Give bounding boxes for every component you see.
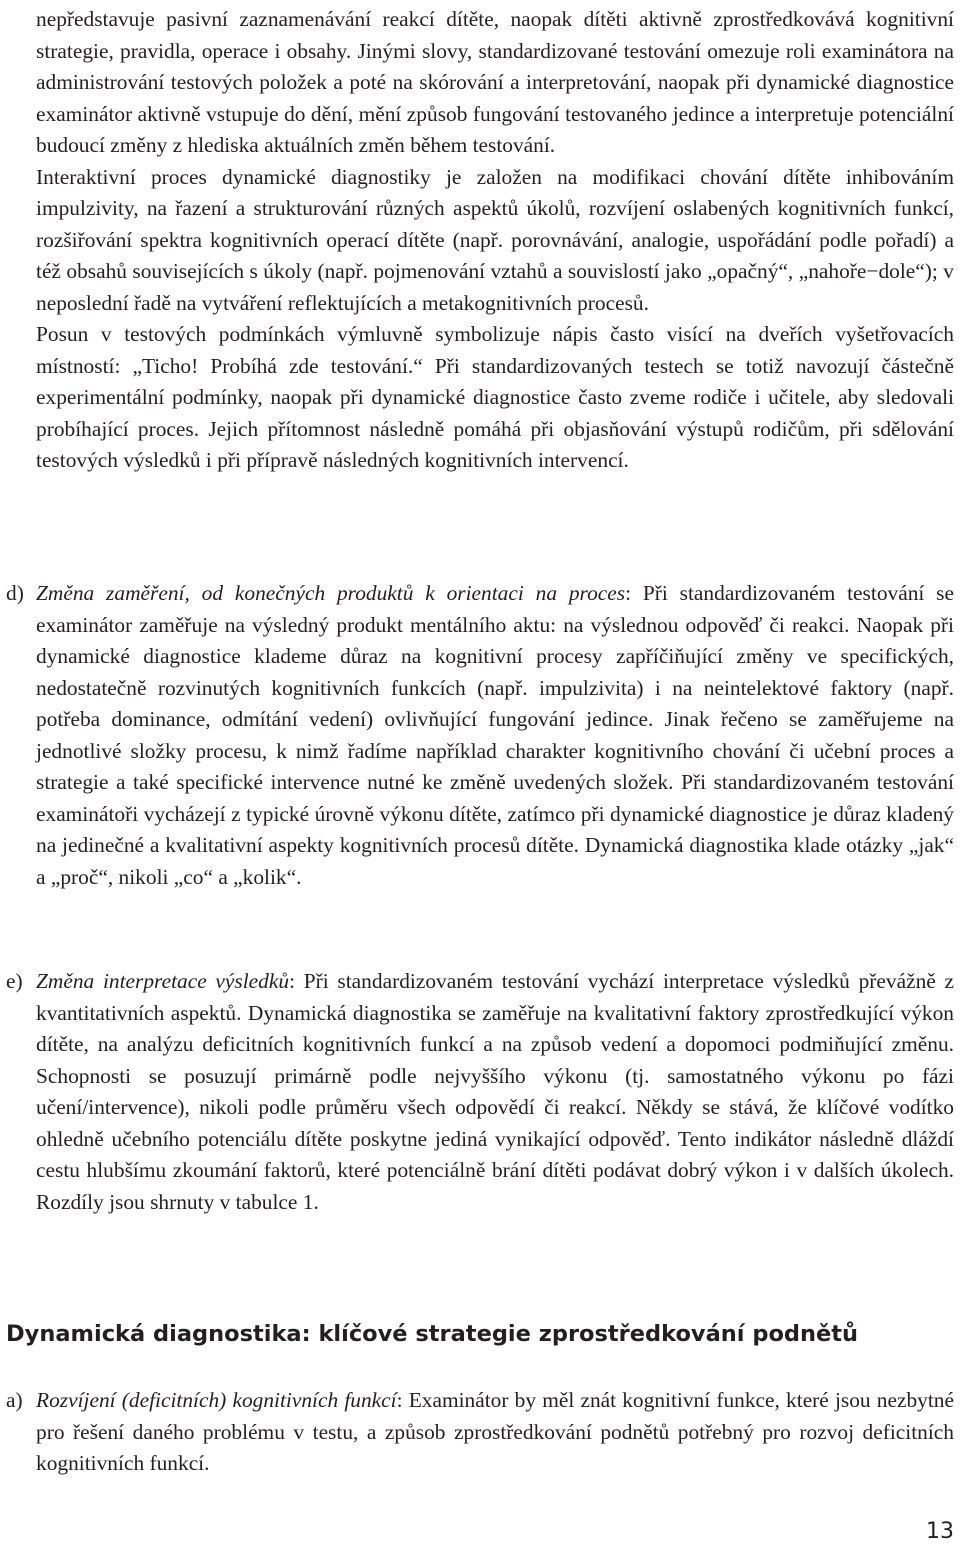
list-item-body xyxy=(36,1385,954,1480)
list-marker: d) xyxy=(6,581,24,605)
list-item-text: : Při standardizovaném testování vychází interpretace výsledků převážně z kvantitativních aspektů. Dynamická diagnostika se zaměřuje na kvalitativní faktory zprostředkující výkon dítěte, na analýzu deficitních kognitivních funkcí a na způsob vedení a dopomoci podmiňující změnu. Schopnosti se posuzují primárně podle nejvyššího výkonu (tj. samostatného výkonu po fázi učení/intervence), nikoli podle průměru všech odpovědí či reakcí. Někdy se stává, že klíčové vodítko ohledně učebního potenciálu dítěte poskytne jediná vynikající odpověď. Tento indikátor následně dláždí cestu hlubšímu zkoumání faktorů, které potenciálně brání dítěti podávat dobrý výkon i v dalších úkolech. Rozdíly jsou shrnuty v tabulce 1. xyxy=(36,969,954,1214)
section-heading: Dynamická diagnostika: klíčové strategie zprostředkování podnětů xyxy=(6,1321,859,1347)
list-item-a xyxy=(6,1385,954,1480)
list-marker: a) xyxy=(6,1388,23,1412)
list-item-text: : Examinátor by měl znát kognitivní funkce, které jsou nezbytné pro řešení daného problému v testu, a způsob zprostředkování podnětů potřebný pro rozvoj deficitních kognitivních funkcí. xyxy=(36,1388,954,1475)
list-item-lead: Změna interpretace výsledků xyxy=(36,969,290,993)
list-item-body xyxy=(36,578,954,893)
paragraph: Interaktivní proces dynamické diagnostiky je založen na modifikaci chování dítěte inhibováním impulzivity, na řazení a strukturování různých aspektů úkolů, rozvíjení oslabených kognitivních funkcí, rozšiřování spektra kognitivních operací dítěte (např. porovnávání, analogie, uspořádání podle pořadí) a též obsahů souvisejících s úkoly (např. pojmenování vztahů a souvislostí jako „opačný“, „nahoře−dole“); v neposlední řadě na vytváření reflektujících a metakognitivních procesů. xyxy=(36,164,954,315)
paragraph: Posun v testových podmínkách výmluvně symbolizuje nápis často visící na dveřích vyšetřovacích místností: „Ticho! Probíhá zde testování.“ Při standardizovaných testech se totiž navozují částečně experimentální podmínky, naopak při dynamické diagnostice často zveme rodiče i učitele, aby sledovali probíhající proces. Jejich přítomnost následně pomáhá při objasňování výstupů rodičům, při sdělování testových výsledků i při přípravě následných kognitivních intervencí. xyxy=(36,322,954,472)
paragraph: nepředstavuje pasivní zaznamenávání reakcí dítěte, naopak dítěti aktivně zprostředkovává kognitivní strategie, pravidla, operace i obsahy. Jinými slovy, standardizované testování omezuje roli examinátora na administrování testových položek a poté na skórování a interpretování, naopak při dynamické diagnostice examinátor aktivně vstupuje do dění, mění způsob fungování testovaného jedince a interpretuje potenciální budoucí změny z hlediska aktuálních změn během testování. xyxy=(36,7,954,157)
list-marker: e) xyxy=(6,969,23,993)
list-item-e xyxy=(6,966,954,1218)
list-item-d xyxy=(6,578,954,893)
list-item-lead: Změna zaměření, od konečných produktů k orientaci na proces xyxy=(36,581,626,605)
list-item-lead: Rozvíjení (deficitních) kognitivních funkcí xyxy=(36,1388,397,1412)
intro-text xyxy=(36,4,954,477)
list-item-text: : Při standardizovaném testování se examinátor zaměřuje na výsledný produkt mentálního aktu: na výslednou odpověď či reakci. Naopak při dynamické diagnostice klademe důraz na kognitivní procesy zapříčiňující změny ve specifických, nedostatečně rozvinutých kognitivních funkcích (např. impulzivita) i na neintelektové faktory (např. potřeba dominance, odmítání vedení) ovlivňující fungování jedince. Jinak řečeno se zaměřujeme na jednotlivé složky procesu, k nimž řadíme například charakter kognitivního chování či učební proces a strategie a také specifické intervence nutné ke změně uvedených složek. Při standardizovaném testování examinátoři vycházejí z typické úrovně výkonu dítěte, zatímco při dynamické diagnostice je důraz kladený na jedinečné a kvalitativní aspekty kognitivních procesů dítěte. Dynamická diagnostika klade otázky „jak“ a „proč“, nikoli „co“ a „kolik“. xyxy=(36,581,954,889)
list-item-body xyxy=(36,966,954,1218)
page-number: 13 xyxy=(926,1519,954,1544)
